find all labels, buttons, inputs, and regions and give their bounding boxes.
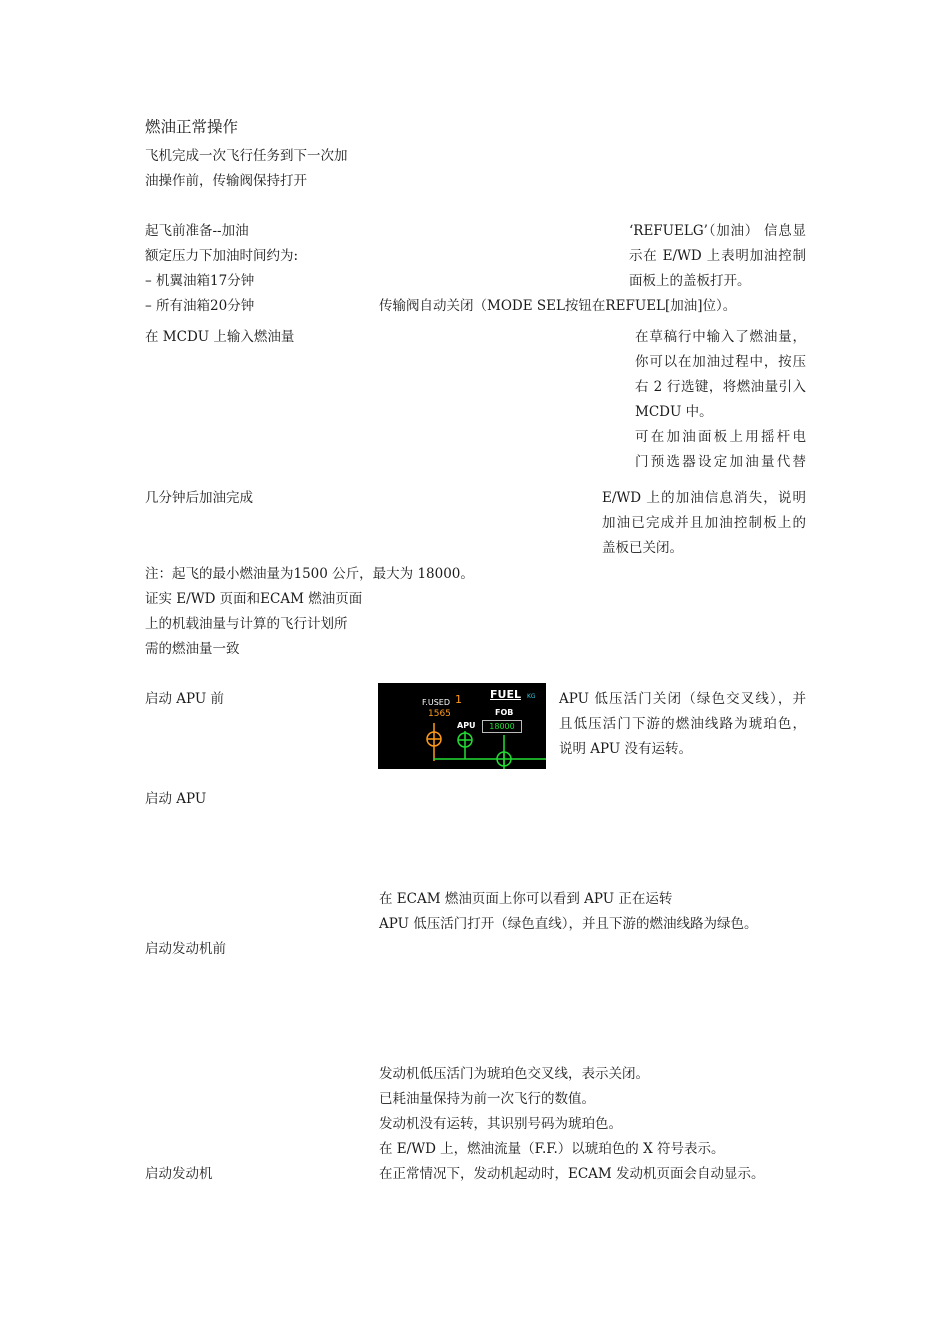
ecam-fob-value: 18000 [482,720,522,733]
confirm-line-2: 上的机载油量与计算的飞行计划所 [145,616,348,632]
apu-before-note-line-1: APU 低压活门关闭（绿色交叉线），并 [559,691,806,707]
refuel-note-line-1: ‘REFUELG’（加油） 信息显 [629,223,806,239]
mcdu-note-line-6: 门预选器设定加油量代替 [635,454,806,470]
engine-start-heading: 启动发动机 [145,1166,213,1182]
apu-start-heading: 启动 APU [145,791,207,807]
complete-heading: 几分钟后加油完成 [145,490,253,506]
ecam-fuel-page-image [378,683,546,769]
ecam-fob-label: FOB [495,708,514,717]
complete-note-line-2: 加油已完成并且加油控制板上的 [602,515,806,531]
confirm-line-3: 需的燃油量一致 [145,641,240,657]
refuel-time-label: 额定压力下加油时间约为: [145,248,299,264]
intro-line-2: 油操作前，传输阀保持打开 [145,173,307,189]
engine-before-line-1: 发动机低压活门为琥珀色交叉线，表示关闭。 [379,1066,649,1082]
mcdu-note-line-1: 在草稿行中输入了燃油量， [635,329,806,345]
ecam-unit-label: KG [527,693,536,700]
complete-note-line-3: 盖板已关闭。 [602,540,683,556]
mcdu-note-line-2: 你可以在加油过程中，按压 [635,354,806,370]
engine-before-line-3: 发动机没有运转，其识别号码为琥珀色。 [379,1116,622,1132]
engine-before-line-4: 在 E/WD 上，燃油流量（F.F.）以琥珀色的 X 符号表示。 [379,1141,725,1157]
apu-before-heading: 启动 APU 前 [145,691,225,707]
refuel-heading: 起飞前准备--加油 [145,223,249,239]
mcdu-heading: 在 MCDU 上输入燃油量 [145,329,295,345]
refuel-all-time: – 所有油箱20分钟 [145,298,255,314]
confirm-line-1: 证实 E/WD 页面和ECAM 燃油页面 [145,591,363,607]
apu-before-note-line-3: 说明 APU 没有运转。 [559,741,693,757]
ecam-fuel-title: FUEL [490,688,521,701]
mcdu-note-line-5: 可在加油面板上用摇杆电 [635,429,806,445]
transfer-valve-note: 传输阀自动关闭（MODE SEL按钮在REFUEL[加油]位）。 [379,298,737,314]
ecam-fused-label: F.USED [422,698,451,707]
complete-note-line-1: E/WD 上的加油信息消失，说明 [602,490,806,506]
refuel-note-line-3: 面板上的盖板打开。 [629,273,751,289]
engine-start-line: 在正常情况下，发动机起动时，ECAM 发动机页面会自动显示。 [379,1166,765,1182]
ecam-fuel-lines [378,683,546,769]
page-title: 燃油正常操作 [145,118,239,136]
mcdu-note-line-3: 右 2 行选键，将燃油量引入 [635,379,806,395]
ecam-engine-number: 1 [455,693,462,706]
refuel-wing-time: – 机翼油箱17分钟 [145,273,255,289]
engine-before-heading: 启动发动机前 [145,941,226,957]
engine-before-line-2: 已耗油量保持为前一次飞行的数值。 [379,1091,595,1107]
ecam-apu-label: APU [457,721,476,730]
ecam-fused-value: 1565 [428,709,451,719]
mcdu-note-line-4: MCDU 中。 [635,404,713,420]
intro-line-1: 飞机完成一次飞行任务到下一次加 [145,148,348,164]
apu-before-note-line-2: 且低压活门下游的燃油线路为琥珀色， [559,716,806,732]
min-fuel-note: 注：起飞的最小燃油量为1500 公斤，最大为 18000。 [145,566,474,582]
refuel-note-line-2: 示在 E/WD 上表明加油控制 [629,248,806,264]
apu-start-line-2: APU 低压活门打开（绿色直线），并且下游的燃油线路为绿色。 [379,916,758,932]
apu-start-line-1: 在 ECAM 燃油页面上你可以看到 APU 正在运转 [379,891,673,907]
